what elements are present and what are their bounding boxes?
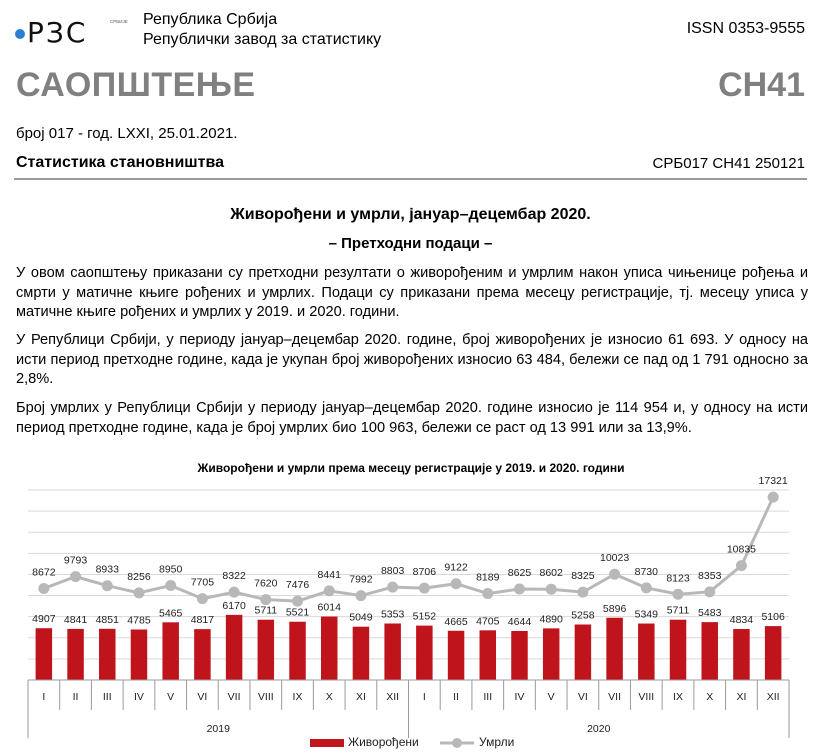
births-value-label: 5521 xyxy=(285,606,310,619)
deaths-value-label: 8322 xyxy=(222,570,246,583)
header-divider xyxy=(14,178,807,180)
births-value-label: 4834 xyxy=(729,613,754,626)
x-tick-label: VIII xyxy=(257,691,274,703)
x-tick-label: IV xyxy=(514,691,525,703)
x-tick-label: VI xyxy=(577,691,588,703)
deaths-value-label: 8933 xyxy=(95,563,119,576)
deaths-point xyxy=(387,582,398,593)
deaths-value-label: 8625 xyxy=(507,566,532,579)
deaths-point xyxy=(260,594,271,605)
x-tick-label: VI xyxy=(197,691,208,703)
chart-title: Живорођени и умрли према месецу регистрације у 2019. и 2020. години xyxy=(197,461,625,475)
deaths-value-label: 8672 xyxy=(32,566,56,579)
deaths-point xyxy=(355,590,366,601)
births-value-label: 4644 xyxy=(507,615,532,628)
births-bar xyxy=(765,626,781,680)
deaths-point xyxy=(38,583,49,594)
deaths-point xyxy=(673,589,684,600)
births-bar xyxy=(194,629,210,680)
x-tick-label: XII xyxy=(766,691,780,703)
births-value-label: 4907 xyxy=(32,613,56,626)
rzs-logo xyxy=(14,14,132,46)
logo-small-text: СРБИЈЕ xyxy=(110,19,128,24)
year-group-label: 2019 xyxy=(206,723,230,735)
births-value-label: 5711 xyxy=(254,604,278,617)
logo-text: РЗС xyxy=(27,16,88,46)
x-tick-label: X xyxy=(706,691,714,703)
births-bar xyxy=(416,626,432,680)
deaths-point xyxy=(514,583,525,594)
deaths-value-label: 8353 xyxy=(698,569,722,582)
births-bar xyxy=(480,630,496,680)
release-heading: Живорођени и умрли, јануар–децембар 2020. xyxy=(230,206,591,223)
x-tick-label: II xyxy=(72,691,79,703)
births-value-label: 5483 xyxy=(698,607,722,620)
deaths-point xyxy=(609,569,620,580)
x-tick-label: II xyxy=(453,691,459,703)
deaths-point xyxy=(451,578,462,589)
deaths-point xyxy=(419,583,430,594)
deaths-value-label: 7620 xyxy=(254,577,278,590)
deaths-point xyxy=(133,587,144,598)
deaths-value-label: 8123 xyxy=(666,572,690,585)
births-value-label: 4705 xyxy=(476,615,500,628)
x-tick-label: III xyxy=(483,691,493,703)
births-bar xyxy=(67,629,83,680)
births-bar xyxy=(258,620,274,680)
deaths-point xyxy=(736,560,747,571)
paragraph-1: У овом саопштењу приказани су претходни резултати о живорођеним и умрлим након уписа чињенице рођења и смрти у матичне књиге рођених и умрлих. Подаци су приказани према месецу регистрације, тј. месецу уписа у матичне књиге рођених и умрлих у 2019. и 2020. години. xyxy=(16,265,808,320)
x-tick-label: III xyxy=(102,691,112,703)
deaths-value-label: 7705 xyxy=(190,576,215,589)
births-value-label: 4851 xyxy=(95,613,119,626)
legend-births-swatch xyxy=(310,739,344,747)
legend-births-label: Живорођени xyxy=(348,735,419,749)
deaths-point xyxy=(70,571,81,582)
x-tick-label: IX xyxy=(673,691,683,703)
doc-code: СН41 xyxy=(718,66,805,104)
births-bar xyxy=(606,618,622,680)
year-group-label: 2020 xyxy=(587,723,611,735)
births-value-label: 5353 xyxy=(380,608,405,621)
births-bar xyxy=(701,622,717,680)
deaths-point xyxy=(546,584,557,595)
x-tick-label: I xyxy=(422,691,426,703)
legend-deaths-label: Умрли xyxy=(479,735,515,749)
births-bar xyxy=(131,629,147,680)
births-value-label: 4785 xyxy=(127,614,151,627)
births-value-label: 5349 xyxy=(634,608,658,621)
deaths-value-label: 8730 xyxy=(634,565,658,578)
x-tick-label: V xyxy=(167,691,175,703)
deaths-value-label: 8602 xyxy=(539,567,563,580)
deaths-value-label: 8256 xyxy=(127,570,151,583)
deaths-point xyxy=(165,580,176,591)
release-subheading: – Претходни подаци – xyxy=(328,235,493,252)
births-bar xyxy=(448,631,464,680)
deaths-point xyxy=(197,593,208,604)
x-tick-label: VII xyxy=(608,691,622,703)
births-value-label: 6170 xyxy=(222,599,246,612)
deaths-point xyxy=(229,587,240,598)
births-value-label: 6014 xyxy=(317,601,341,614)
births-bar xyxy=(226,615,242,680)
paragraph-3: Број умрлих у Републици Србији у периоду јануар–децембар 2020. године износио је 114 954 и, у односу на исти период претходне године, када је број умрлих био 100 963, бележи се раст од 13 991 или за 13,9%. xyxy=(16,400,808,436)
births-bar xyxy=(638,624,654,680)
births-bar xyxy=(289,622,305,680)
x-tick-label: I xyxy=(42,691,46,703)
births-bar xyxy=(543,628,559,680)
deaths-value-label: 9122 xyxy=(444,561,468,574)
x-tick-label: XII xyxy=(386,691,400,703)
births-bar xyxy=(575,624,591,680)
deaths-point xyxy=(768,492,779,503)
births-value-label: 4841 xyxy=(63,613,88,626)
births-bar xyxy=(99,629,115,680)
deaths-value-label: 8950 xyxy=(159,563,183,576)
deaths-line xyxy=(44,497,773,601)
births-bar xyxy=(733,629,749,680)
deaths-point xyxy=(102,580,113,591)
births-bar xyxy=(162,622,178,680)
births-value-label: 5711 xyxy=(666,604,690,617)
deaths-value-label: 9793 xyxy=(63,554,88,567)
deaths-point xyxy=(324,585,335,596)
deaths-value-label: 8325 xyxy=(571,570,595,583)
births-bar xyxy=(321,617,337,680)
x-tick-label: X xyxy=(325,691,333,703)
deaths-point xyxy=(577,587,588,598)
deaths-point xyxy=(704,586,715,597)
issue-info: број 017 - год. LXXI, 25.01.2021. xyxy=(16,125,238,142)
deaths-value-label: 8189 xyxy=(476,571,500,584)
deaths-value-label: 7476 xyxy=(285,579,310,592)
org-line-2: Републички завод за статистику xyxy=(143,31,382,48)
births-bar xyxy=(384,623,400,680)
births-value-label: 5465 xyxy=(159,607,183,620)
x-tick-label: XI xyxy=(736,691,747,703)
issn: ISSN 0353-9555 xyxy=(686,20,805,37)
births-value-label: 5896 xyxy=(602,602,627,615)
deaths-point xyxy=(292,596,303,607)
paragraph-2: У Републици Србији, у периоду јануар–децембар 2020. године, број живорођених је износио 61 693. У односу на исти период претходне године, када је укупан број живорођених износио 63 484, бележи се пад од 1 791 односно за 2,8%. xyxy=(16,332,808,387)
deaths-value-label: 17321 xyxy=(758,475,788,488)
logo-dot xyxy=(15,29,25,39)
deaths-value-label: 8706 xyxy=(412,566,437,579)
x-tick-label: V xyxy=(547,691,555,703)
births-bar xyxy=(670,620,686,680)
deaths-point xyxy=(482,588,493,599)
doc-type-title: САОПШТЕЊЕ xyxy=(16,66,256,104)
x-tick-label: XI xyxy=(355,691,366,703)
legend-deaths-marker xyxy=(452,738,462,748)
births-value-label: 5106 xyxy=(761,611,785,624)
deaths-point xyxy=(641,582,652,593)
births-deaths-chart xyxy=(0,450,821,756)
births-bar xyxy=(353,627,369,680)
births-bar xyxy=(36,628,52,680)
births-value-label: 5152 xyxy=(412,610,437,623)
series-name: Статистика становништва xyxy=(16,154,224,171)
x-tick-label: VIII xyxy=(638,691,655,703)
x-tick-label: IX xyxy=(292,691,303,703)
births-value-label: 5258 xyxy=(571,609,595,622)
deaths-value-label: 10835 xyxy=(726,543,757,556)
deaths-value-label: 8441 xyxy=(317,568,341,581)
ref-code: СРБ017 СН41 250121 xyxy=(652,155,805,172)
deaths-value-label: 7992 xyxy=(349,573,373,586)
births-bar xyxy=(511,631,527,680)
births-value-label: 4817 xyxy=(190,614,215,627)
births-value-label: 4890 xyxy=(539,613,563,626)
births-value-label: 5049 xyxy=(349,611,373,624)
births-value-label: 4665 xyxy=(444,615,468,628)
deaths-value-label: 10023 xyxy=(600,552,630,565)
x-tick-label: VII xyxy=(227,691,241,703)
org-line-1: Република Србија xyxy=(143,11,278,28)
deaths-value-label: 8803 xyxy=(380,565,405,578)
x-tick-label: IV xyxy=(134,691,144,703)
